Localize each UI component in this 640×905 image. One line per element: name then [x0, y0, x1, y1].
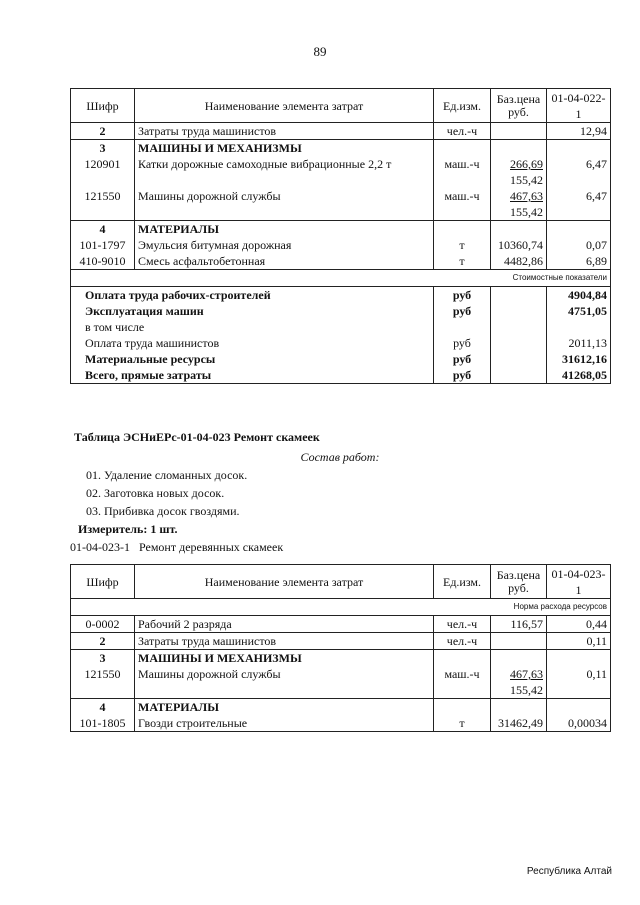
summary-row: Всего, прямые затраты руб 41268,05	[71, 367, 611, 384]
meter: Измеритель: 1 шт.	[78, 522, 178, 536]
table-row: 4 МАТЕРИАЛЫ	[71, 699, 611, 716]
work-item: 02. Заготовка новых досок.	[86, 486, 225, 500]
page-number: 89	[313, 44, 327, 59]
table-row: 2 Затраты труда машинистов чел.-ч 12,94	[71, 123, 611, 140]
table-row: 4 МАТЕРИАЛЫ	[71, 221, 611, 238]
header-code: Шифр	[71, 89, 135, 123]
header-name: Наименование элемента затрат	[135, 565, 434, 599]
note-row: Норма расхода ресурсов	[71, 599, 611, 616]
header-unit: Ед.изм.	[434, 565, 491, 599]
table-row: 0-0002 Рабочий 2 разряда чел.-ч 116,57 0,44	[71, 616, 611, 633]
header-norm-code: 01-04-022-1	[547, 89, 611, 123]
table-row: 410-9010 Смесь асфальтобетонная т 4482,86 6,89	[71, 253, 611, 270]
composition-title: Состав работ:	[300, 450, 380, 464]
summary-row: Эксплуатация машин руб 4751,05	[71, 303, 611, 319]
note-row: Стоимостные показатели	[71, 270, 611, 287]
resource-table-2	[70, 564, 611, 732]
header-name: Наименование элемента затрат	[135, 89, 434, 123]
header-price: Баз.цена руб.	[491, 89, 547, 123]
table-row: 101-1805 Гвозди строительные т 31462,49 0,00034	[71, 715, 611, 732]
summary-row: в том числе	[71, 319, 611, 335]
header-code: Шифр	[71, 565, 135, 599]
table-row: 120901 Катки дорожные самоходные вибрационные 2,2 т маш.-ч 266,69 155,42 6,47	[71, 156, 611, 188]
work-item: 01. Удаление сломанных досок.	[86, 468, 248, 482]
header-unit: Ед.изм.	[434, 89, 491, 123]
resource-table-1	[70, 88, 611, 384]
header-price: Баз.цена руб.	[491, 565, 547, 599]
header-norm-code: 01-04-023-1	[547, 565, 611, 599]
table-row: 121550 Машины дорожной службы маш.-ч 467,63 155,42 0,11	[71, 666, 611, 699]
work-item: 03. Прибивка досок гвоздями.	[86, 504, 240, 518]
summary-row: Материальные ресурсы руб 31612,16	[71, 351, 611, 367]
table-row: 3 МАШИНЫ И МЕХАНИЗМЫ	[71, 650, 611, 667]
summary-row: Оплата труда рабочих-строителей руб 4904,84	[71, 287, 611, 304]
table-row: 3 МАШИНЫ И МЕХАНИЗМЫ	[71, 140, 611, 157]
code-line: 01-04-023-1 Ремонт деревянных скамеек	[70, 540, 284, 554]
table-row: 101-1797 Эмульсия битумная дорожная т 10360,74 0,07	[71, 237, 611, 253]
footer-region: Республика Алтай	[526, 866, 612, 877]
table-row: 121550 Машины дорожной службы маш.-ч 467,63 155,42 6,47	[71, 188, 611, 221]
table-row: 2 Затраты труда машинистов чел.-ч 0,11	[71, 633, 611, 650]
summary-row: Оплата труда машинистов руб 2011,13	[71, 335, 611, 351]
table-title: Таблица ЭСНиЕРс-01-04-023 Ремонт скамеек	[74, 430, 320, 444]
